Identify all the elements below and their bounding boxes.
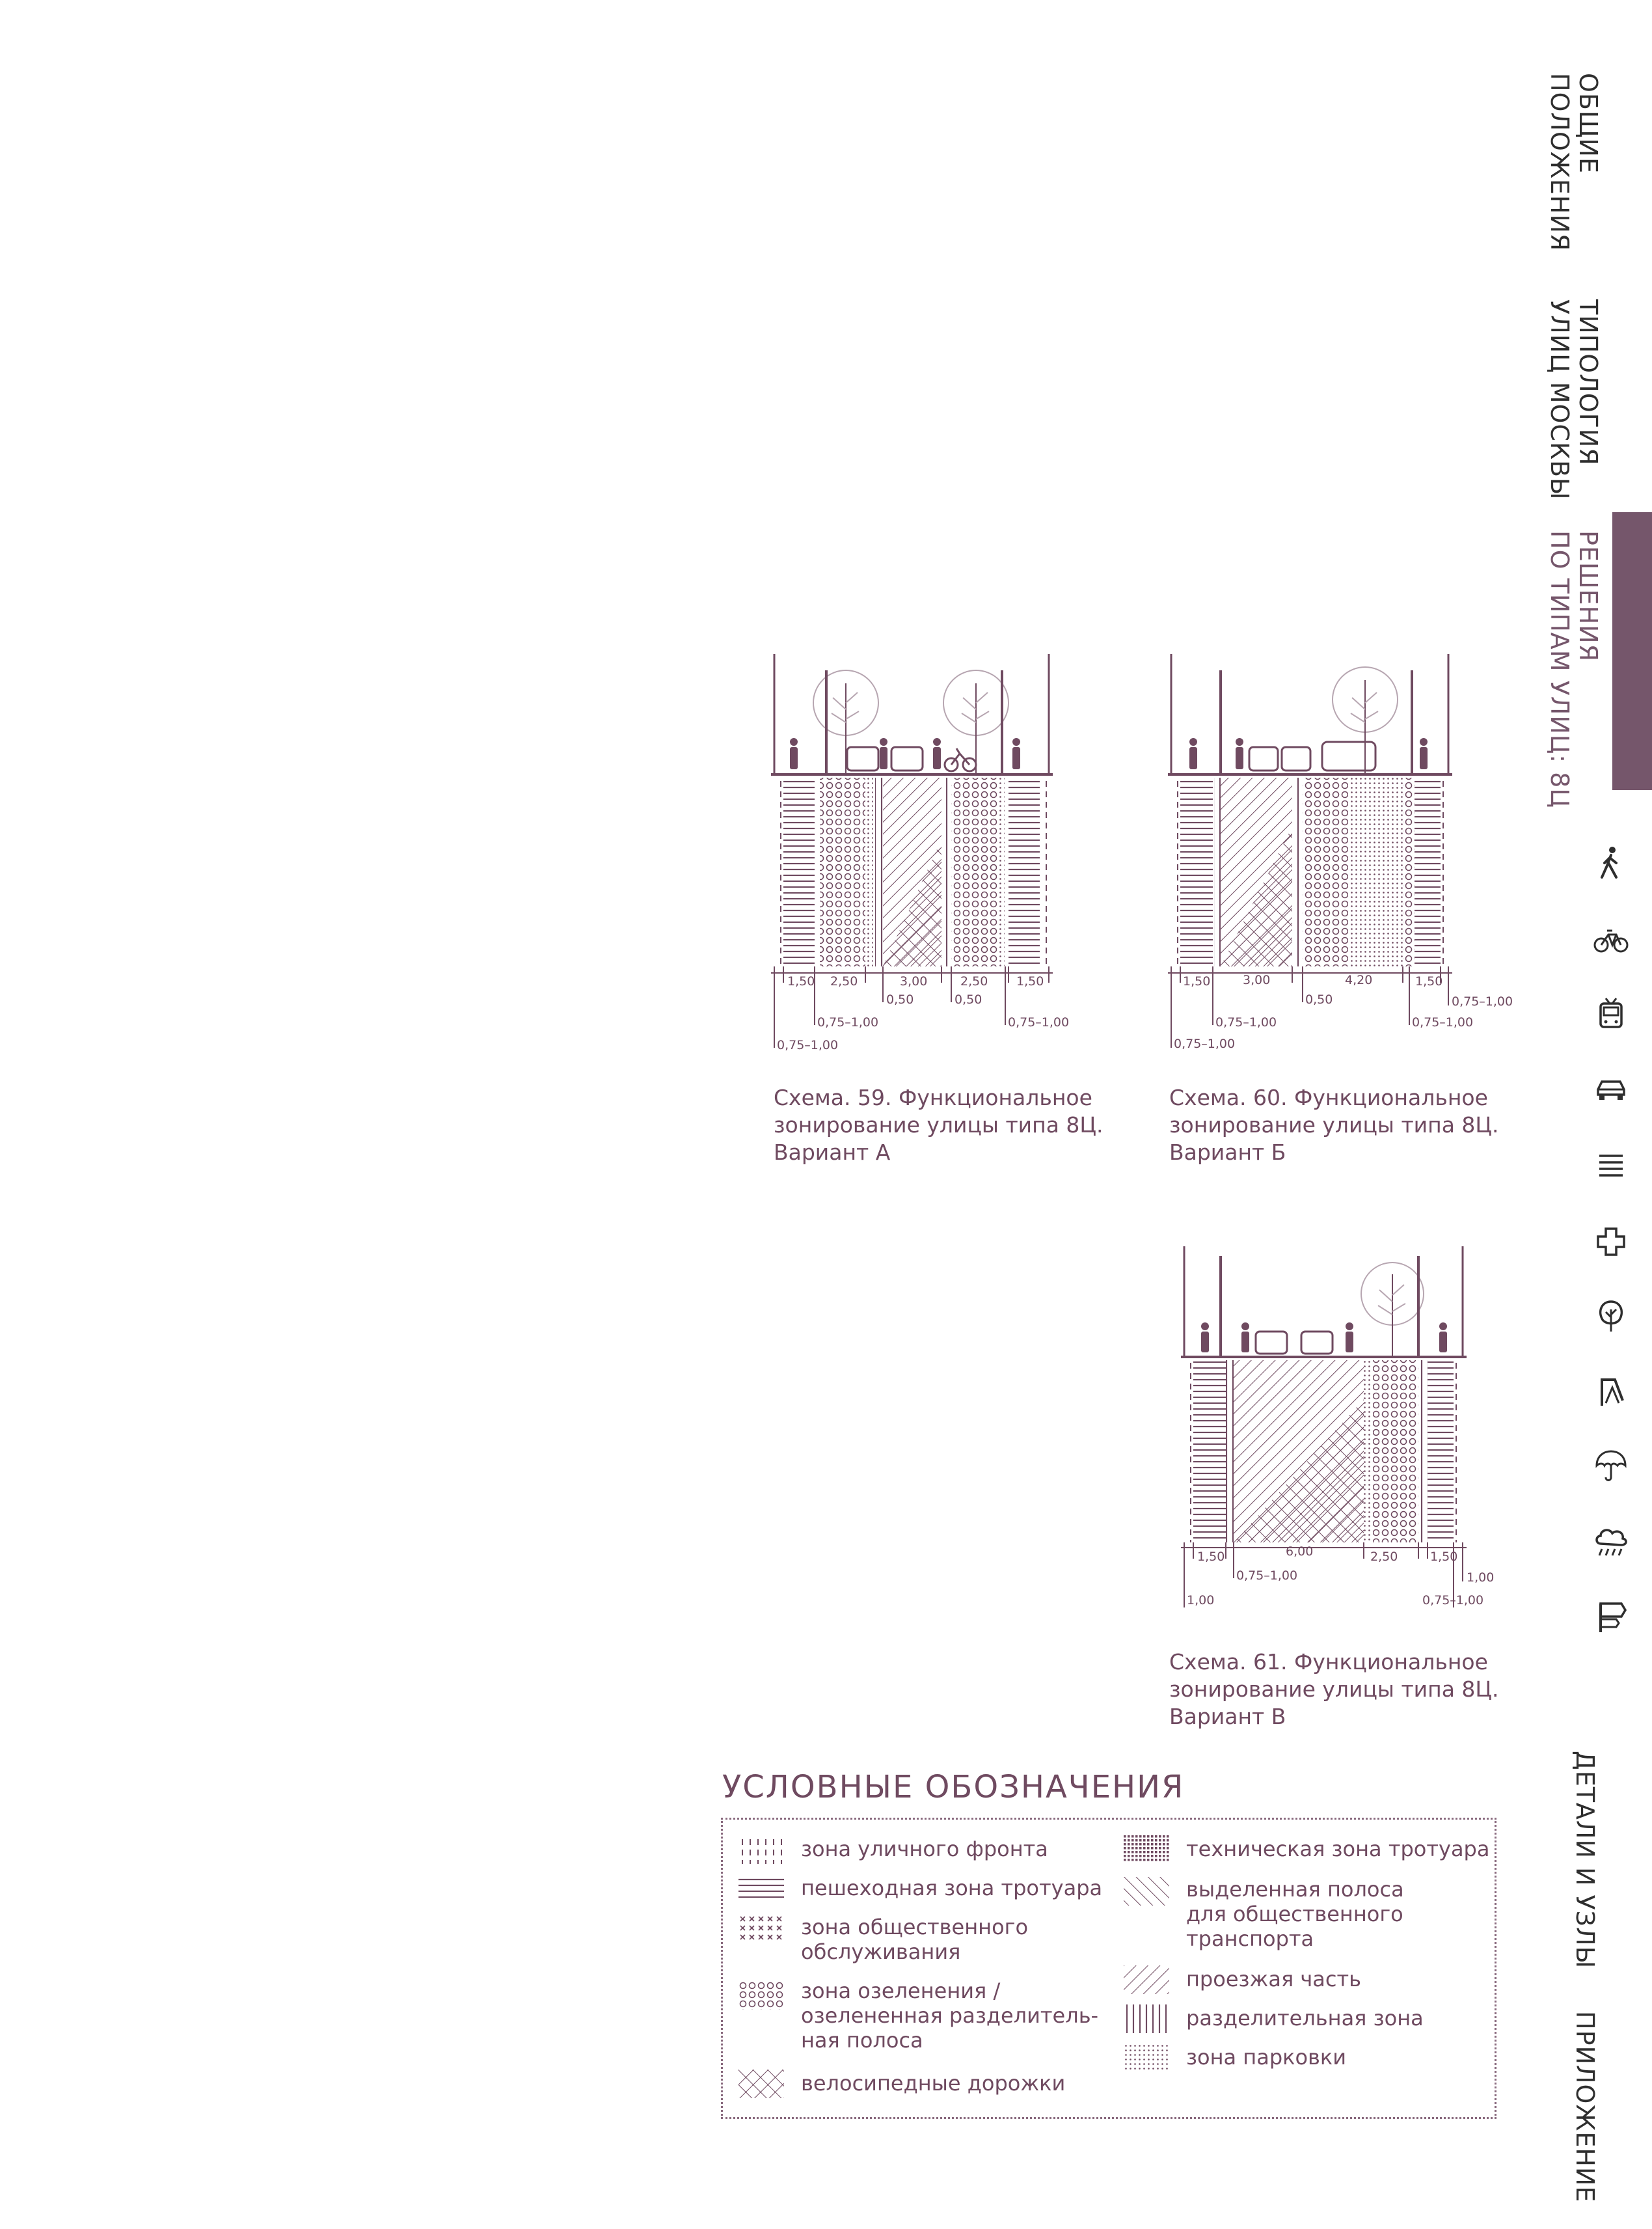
- legend-item: [1186, 1837, 1489, 1861]
- legend-swatch-separation: [1124, 2004, 1169, 2033]
- bicycle-icon[interactable]: [1593, 920, 1629, 957]
- scheme-61-caption: [1169, 1648, 1499, 1730]
- legend-swatch-bike-lanes: [738, 2070, 784, 2098]
- dim-label: 0,75–1,00: [1215, 1015, 1277, 1030]
- rain-cloud-icon[interactable]: [1593, 1523, 1629, 1559]
- legend-title: УСЛОВНЫЕ ОБОЗНАЧЕНИЯ: [722, 1769, 1185, 1805]
- legend-label: озелененная разделитель-: [801, 2003, 1099, 2028]
- caption-line: Вариант А: [774, 1140, 891, 1165]
- dim-label: 0,75–1,00: [1452, 994, 1513, 1009]
- dim-label: 2,50: [830, 974, 858, 989]
- nav-solutions-8c[interactable]: [1545, 530, 1603, 808]
- legend-label: зона парковки: [1186, 2045, 1347, 2070]
- caption-line: Схема. 60. Функциональное: [1169, 1085, 1488, 1110]
- tree-icon[interactable]: [1593, 1298, 1629, 1334]
- scheme-59-caption: [774, 1084, 1104, 1166]
- legend-item: [801, 1876, 1102, 1900]
- dim-label: 1,00: [1187, 1593, 1215, 1607]
- dim-label: 3,00: [900, 974, 928, 989]
- legend-swatch-greenery: [738, 1981, 784, 2010]
- legend-label: зона озеленения /: [801, 1978, 1001, 2003]
- legend-label: проезжая часть: [1186, 1967, 1361, 1991]
- dim-label: 1,00: [1467, 1570, 1495, 1585]
- tree-icon: [1361, 1263, 1424, 1357]
- legend-label: зона общественного: [801, 1915, 1029, 1939]
- caption-line: Вариант В: [1169, 1704, 1286, 1729]
- nav-label: ПО ТИПАМ УЛИЦ: 8Ц: [1545, 530, 1574, 808]
- dim-label: 0,75–1,00: [1422, 1593, 1484, 1607]
- pedestrian-icon[interactable]: [1593, 845, 1629, 881]
- lighting-icon[interactable]: [1593, 1373, 1629, 1410]
- dim-label: 1,50: [1430, 1550, 1458, 1564]
- nav-label: ОБЩИЕ: [1574, 73, 1603, 174]
- legend-swatch-street-front: [738, 1838, 784, 1867]
- caption-line: Вариант Б: [1169, 1140, 1286, 1165]
- legend-label: техническая зона тротуара: [1186, 1837, 1490, 1861]
- nav-active-marker: [1612, 512, 1652, 790]
- tree-icon: [1333, 667, 1398, 774]
- nav-street-typology[interactable]: [1545, 299, 1603, 500]
- dim-label: 4,20: [1345, 973, 1373, 987]
- scheme-59-diagram: [761, 644, 1100, 1061]
- legend-item: [1186, 2006, 1424, 2031]
- dim-label: 0,75–1,00: [1174, 1037, 1236, 1051]
- nav-label: ТИПОЛОГИЯ: [1574, 299, 1603, 466]
- nav-label: УЛИЦ МОСКВЫ: [1545, 299, 1574, 500]
- dim-label: 1,50: [1197, 1550, 1225, 1564]
- dim-label: 0,75–1,00: [1008, 1015, 1070, 1030]
- legend-swatch-transit-lane: [1124, 1877, 1169, 1906]
- caption-line: зонирование улицы типа 8Ц.: [774, 1112, 1104, 1138]
- nav-appendix[interactable]: ПРИЛОЖЕНИЕ: [1571, 2011, 1599, 2203]
- umbrella-icon[interactable]: [1593, 1447, 1629, 1484]
- legend-item: [1186, 2045, 1346, 2070]
- legend-label: разделительная зона: [1186, 2006, 1424, 2031]
- scheme-60-caption: [1169, 1084, 1499, 1166]
- legend-swatch-pedestrian: [738, 1877, 784, 1906]
- parking-icon[interactable]: [1593, 1148, 1629, 1184]
- first-aid-icon[interactable]: [1593, 1224, 1629, 1260]
- dim-label: 0,75–1,00: [777, 1038, 839, 1052]
- scheme-61-diagram: [1171, 1237, 1510, 1620]
- nav-label: ПОЛОЖЕНИЯ: [1545, 73, 1574, 252]
- legend-item: [801, 2071, 1065, 2096]
- legend-item: [801, 1915, 1028, 1964]
- dim-label: 0,75–1,00: [1412, 1015, 1474, 1030]
- dim-label: 3,00: [1243, 973, 1271, 987]
- dim-label: 1,50: [1183, 974, 1211, 989]
- legend-label: ная полоса: [801, 2028, 923, 2053]
- dim-label: 1,50: [1415, 974, 1443, 989]
- nav-details-and-nodes[interactable]: ДЕТАЛИ И УЗЛЫ: [1571, 1751, 1599, 1969]
- dim-label: 0,50: [1305, 992, 1333, 1007]
- legend-swatch-roadway: [1124, 1965, 1169, 1994]
- scheme-60-diagram: [1158, 644, 1523, 1061]
- dim-label: 1,50: [787, 974, 815, 989]
- caption-line: зонирование улицы типа 8Ц.: [1169, 1112, 1499, 1138]
- legend-label: зона уличного фронта: [801, 1837, 1048, 1861]
- caption-line: Схема. 61. Функциональное: [1169, 1649, 1488, 1675]
- tree-icon: [813, 670, 878, 774]
- dim-label: 0,50: [955, 992, 982, 1007]
- legend-item: [1186, 1877, 1404, 1951]
- car-icon[interactable]: [1593, 1073, 1629, 1109]
- legend-swatch-technical: [1124, 1835, 1169, 1864]
- legend-label: обслуживания: [801, 1939, 961, 1964]
- legend-item: [801, 1837, 1048, 1861]
- signage-icon[interactable]: [1593, 1598, 1629, 1635]
- legend-item: [1186, 1967, 1361, 1991]
- legend-label: транспорта: [1186, 1926, 1314, 1951]
- legend-swatch-public-service: [738, 1915, 784, 1943]
- dim-label: 2,50: [1370, 1550, 1398, 1564]
- dim-label: 0,50: [886, 992, 914, 1007]
- dim-label: 0,75–1,00: [817, 1015, 879, 1030]
- dim-label: 1,50: [1016, 974, 1044, 989]
- caption-line: Схема. 59. Функциональное: [774, 1085, 1092, 1110]
- trolleybus-icon[interactable]: [1593, 996, 1629, 1032]
- caption-line: зонирование улицы типа 8Ц.: [1169, 1676, 1499, 1702]
- dim-label: 6,00: [1286, 1544, 1314, 1559]
- nav-label: РЕШЕНИЯ: [1574, 530, 1603, 662]
- dim-label: 0,75–1,00: [1236, 1568, 1298, 1583]
- legend-swatch-parking: [1124, 2044, 1169, 2072]
- nav-general-provisions[interactable]: [1545, 73, 1603, 251]
- legend-label: пешеходная зона тротуара: [801, 1876, 1103, 1900]
- legend-label: велосипедные дорожки: [801, 2071, 1066, 2096]
- legend-label: выделенная полоса: [1186, 1877, 1404, 1902]
- legend-box: [721, 1818, 1496, 2119]
- dim-label: 2,50: [960, 974, 988, 989]
- legend-label: для общественного: [1186, 1902, 1403, 1926]
- legend-item: [801, 1978, 1098, 2053]
